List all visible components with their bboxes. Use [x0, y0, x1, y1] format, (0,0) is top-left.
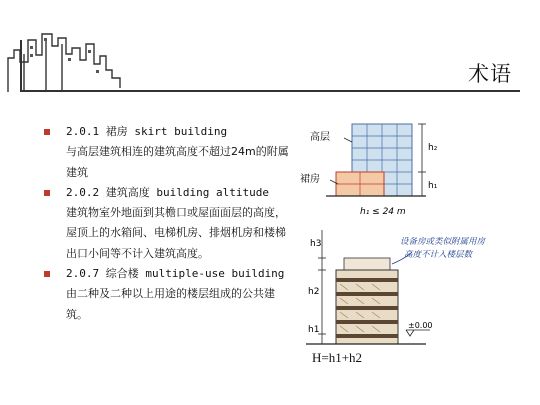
tower-podium-sketch [300, 124, 438, 217]
bullet-marker-icon [44, 190, 50, 196]
label-h2-top: h₂ [428, 143, 438, 153]
label-ground-level: ±0.00 [408, 321, 433, 330]
label-h3: h3 [310, 239, 322, 249]
term-list [44, 122, 294, 325]
term-definition: 与高层建筑相连的建筑高度不超过24m的附属建筑 [66, 145, 289, 179]
term-item-skirt-building [44, 122, 294, 183]
bullet-marker-icon [44, 129, 50, 135]
term-item-multiple-use-building [44, 264, 294, 325]
term-heading: 2.0.2 建筑高度 building altitude [66, 185, 269, 199]
term-definition: 建筑物室外地面到其檐口或屋面面层的高度，屋顶上的水箱间、电梯机房、排烟机房和楼梯出口小间等不计入建筑高度。 [66, 206, 286, 260]
building-section-sketch [306, 230, 487, 344]
term-heading: 2.0.7 综合楼 multiple-use building [66, 267, 285, 281]
height-formula: H=h1+h2 [312, 350, 363, 365]
term-item-building-altitude [44, 183, 294, 264]
skyline-logo-icon [0, 0, 200, 95]
label-podium: 裙房 [300, 174, 320, 185]
term-heading: 2.0.1 裙房 skirt building [66, 125, 228, 138]
building-height-sketch [296, 118, 516, 348]
label-h1: h1 [308, 325, 320, 335]
note-line-2: 高度不计入楼层数 [404, 250, 473, 260]
slide-title: 术语 [468, 62, 512, 86]
header-rule [20, 90, 520, 92]
caption-h1-limit: h₁ ≤ 24 m [360, 207, 406, 217]
label-h1-top: h₁ [428, 181, 438, 191]
term-definition: 由二种及二种以上用途的楼层组成的公共建筑。 [66, 287, 275, 321]
header-rule-vertical [20, 40, 22, 92]
note-line-1: 设备房或类似附属用房 [400, 237, 486, 247]
label-high-rise: 高层 [310, 132, 330, 143]
bullet-marker-icon [44, 271, 50, 277]
label-h2: h2 [308, 287, 320, 297]
